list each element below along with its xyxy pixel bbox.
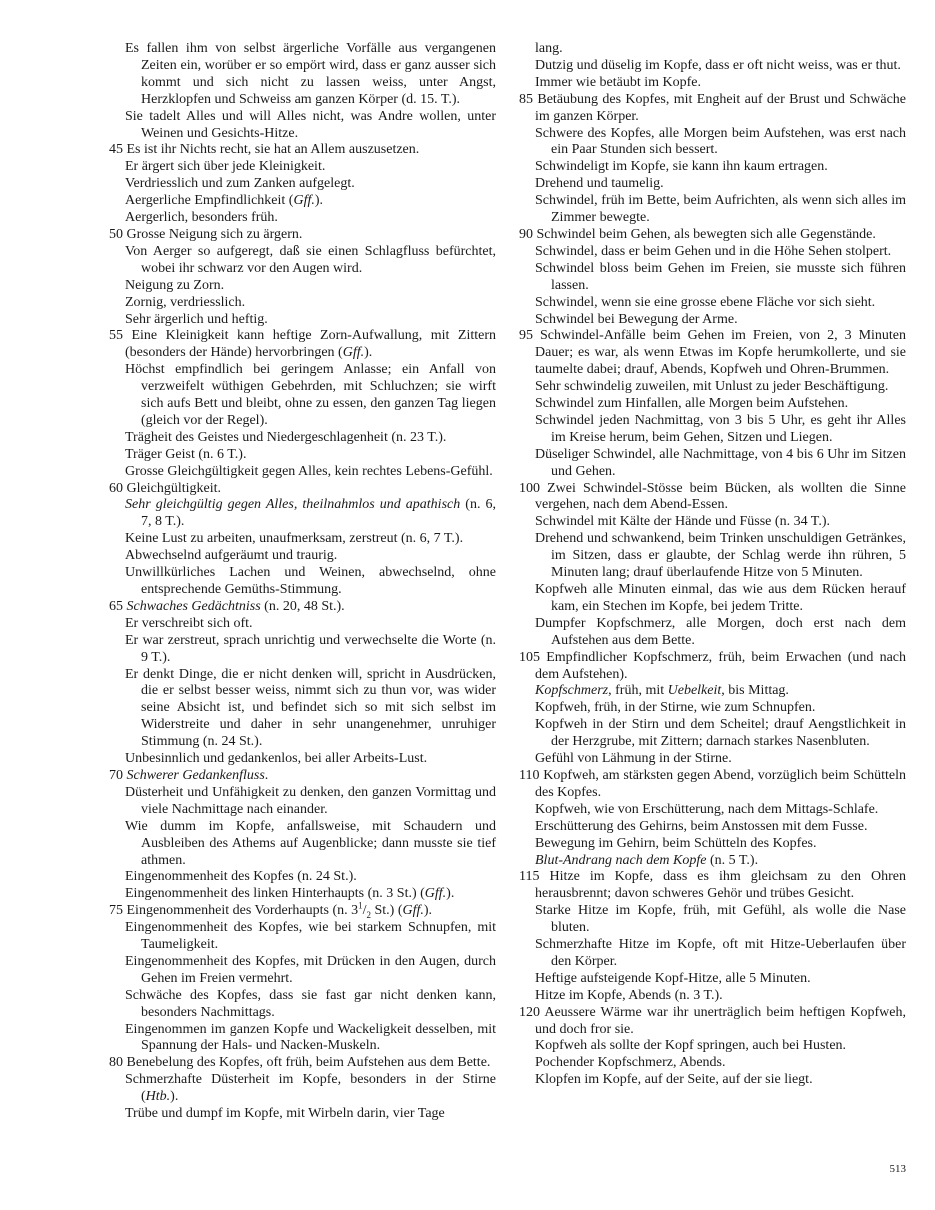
entry-text: Erschütterung des Gehirns, beim Anstossen mit dem Fusse. — [535, 818, 868, 834]
entry-text: Gff. — [402, 903, 424, 919]
numbered-symptom-entry — [109, 1055, 496, 1072]
entry-text: Schwindel jeden Nachmittag, von 3 bis 5 Uhr, es geht ihr Alles im Kreise herum, beim Gehen, Sitzen und Liegen. — [535, 412, 906, 445]
entry-number: 85 — [519, 91, 538, 107]
entry-text: Aergerliche Empfindlichkeit ( — [125, 193, 294, 209]
symptom-entry — [519, 312, 906, 329]
symptom-entry — [519, 903, 906, 937]
entry-text: Schwindel bei Bewegung der Arme. — [535, 311, 738, 327]
symptom-entry — [109, 447, 496, 464]
symptom-entry — [109, 616, 496, 633]
entry-text: Schwere des Kopfes, alle Morgen beim Aufstehen, was erst nach ein Paar Stunden sich bessert. — [535, 125, 906, 158]
entry-text: Von Aerger so aufgeregt, daß sie einen Schlagfluss befürchtet, wobei ihr schwarz vor den Augen wird. — [125, 243, 496, 276]
symptom-entry — [109, 278, 496, 295]
symptom-entry — [109, 362, 496, 430]
numbered-symptom-entry — [109, 768, 496, 785]
entry-text: Sie tadelt Alles und will Alles nicht, was Andre wollen, unter Weinen und Gesichts-Hitze. — [125, 108, 496, 141]
symptom-entry — [519, 295, 906, 312]
entry-text: Schwindel, wenn sie eine grosse ebene Fläche vor sich sieht. — [535, 294, 876, 310]
entry-text: Pochender Kopfschmerz, Abends. — [535, 1055, 726, 1071]
entry-text: Htb. — [145, 1089, 171, 1105]
symptom-entry — [109, 193, 496, 210]
right-column — [519, 41, 906, 1089]
entry-text: Er verschreibt sich oft. — [125, 615, 253, 631]
symptom-entry — [109, 109, 496, 143]
entry-text: Schwerer Gedankenfluss — [126, 767, 265, 783]
entry-text: Dutzig und düselig im Kopfe, dass er oft nicht weiss, was er thut. — [535, 57, 901, 73]
symptom-entry — [519, 988, 906, 1005]
entry-text: Eine Kleinigkeit kann heftige Zorn-Aufwallung, mit Zittern (besonders der Hände) hervorbringen ( — [125, 328, 496, 361]
entry-text: ). — [314, 193, 324, 209]
entry-text: Schwindel, dass er beim Gehen und in die Höhe Sehen stolpert. — [535, 243, 892, 259]
entry-text: Eingenommenheit des Vorderhaupts (n. 3 — [126, 903, 359, 919]
numbered-symptom-entry — [519, 481, 906, 515]
page-number: 513 — [889, 1163, 906, 1175]
entry-text: (n. 5 T.). — [706, 852, 759, 868]
symptom-entry — [519, 159, 906, 176]
entry-text: Eingenommenheit des Kopfes (n. 24 St.). — [125, 869, 357, 885]
symptom-entry — [109, 312, 496, 329]
symptom-entry — [109, 1022, 496, 1056]
symptom-entry — [519, 261, 906, 295]
symptom-entry — [519, 396, 906, 413]
numbered-symptom-entry — [519, 869, 906, 903]
entry-text: Schwäche des Kopfes, dass sie fast gar nicht denken kann, besonders Nachmittags. — [125, 987, 496, 1020]
entry-text: Verdriesslich und zum Zanken aufgelegt. — [125, 176, 355, 192]
symptom-entry — [519, 176, 906, 193]
entry-text: Abwechselnd aufgeräumt und traurig. — [125, 548, 338, 564]
entry-text: / — [362, 903, 367, 919]
symptom-entry — [109, 244, 496, 278]
symptom-entry — [109, 819, 496, 870]
entry-text: Starke Hitze im Kopfe, früh, mit Gefühl, als wolle die Nase bluten. — [535, 903, 906, 936]
symptom-entry — [109, 869, 496, 886]
symptom-entry — [109, 548, 496, 565]
entry-text: Schwindel, früh im Bette, beim Aufrichten, als wenn sich alles im Zimmer bewegte. — [535, 193, 906, 226]
entry-text: , bis Mittag. — [721, 683, 789, 699]
symptom-entry — [519, 75, 906, 92]
entry-text: Grosse Gleichgültigkeit gegen Alles, kein rechtes Lebens-Gefühl. — [125, 463, 493, 479]
entry-text: Klopfen im Kopfe, auf der Seite, auf der sie liegt. — [535, 1072, 813, 1088]
entry-text: Schwindeligt im Kopfe, sie kann ihn kaum ertragen. — [535, 159, 828, 175]
symptom-entry — [109, 41, 496, 109]
entry-number: 80 — [109, 1055, 127, 1071]
symptom-entry — [519, 126, 906, 160]
symptom-entry — [519, 514, 906, 531]
entry-text: Gefühl von Lähmung in der Stirne. — [535, 751, 732, 767]
entry-text: Wie dumm im Kopfe, anfallsweise, mit Schaudern und Ausbleiben des Athems auf Augenblicke; dann musste sie tief athmen. — [125, 818, 496, 868]
entry-text: lang. — [535, 41, 563, 56]
symptom-entry — [109, 531, 496, 548]
entry-text: Träger Geist (n. 6 T.). — [125, 446, 247, 462]
symptom-entry — [519, 58, 906, 75]
entry-text: Grosse Neigung sich zu ärgern. — [126, 226, 303, 242]
entry-text: Schwindel beim Gehen, als bewegten sich alle Gegenstände. — [536, 226, 876, 242]
numbered-symptom-entry — [109, 227, 496, 244]
symptom-entry — [519, 1055, 906, 1072]
entry-text: Eingenommenheit des Kopfes, mit Drücken in den Augen, durch Gehen im Freien vermehrt. — [125, 953, 496, 986]
entry-text: Trägheit des Geistes und Niedergeschlagenheit (n. 23 T.). — [125, 429, 447, 445]
entry-text: Sehr gleichgültig gegen Alles, theilnahmlos und apathisch — [125, 497, 461, 513]
symptom-entry — [109, 430, 496, 447]
entry-text: Drehend und taumelig. — [535, 176, 664, 192]
entry-text: Schwindel bloss beim Gehen im Freien, sie musste sich führen lassen. — [535, 260, 906, 293]
entry-text: ). — [364, 345, 373, 361]
entry-number: 120 — [519, 1004, 545, 1020]
entry-text: Schwindel zum Hinfallen, alle Morgen beim Aufstehen. — [535, 396, 849, 412]
entry-text: Unwillkürliches Lachen und Weinen, abwechselnd, ohne entsprechende Gemüths-Stimmung. — [125, 565, 496, 597]
entry-text: . — [264, 767, 269, 783]
entry-text: Es ist ihr Nichts recht, sie hat an Allem auszusetzen. — [126, 142, 420, 158]
numbered-symptom-entry — [519, 1005, 906, 1039]
entry-text: Er ärgert sich über jede Kleinigkeit. — [125, 159, 326, 175]
entry-text: Kopfweh alle Minuten einmal, das wie aus dem Rücken herauf kam, ein Stechen im Kopfe, bei jedem Tritte. — [535, 582, 906, 614]
entry-text: Höchst empfindlich bei geringem Anlasse; ein Anfall von verzweifelt wüthigen Gebehrden, mit Schluchzen; sie wirft sich aufs Bett und bleibt, ohne zu essen, den ganzen Tag liegen (gleich vor der Regel). — [125, 362, 496, 428]
symptom-entry — [109, 751, 496, 768]
symptom-entry — [519, 41, 906, 58]
symptom-entry — [519, 937, 906, 971]
entry-text: St.) ( — [371, 903, 403, 919]
entry-text: ). — [423, 903, 433, 919]
symptom-entry — [519, 819, 906, 836]
entry-number: 105 — [519, 649, 547, 665]
entry-text: Immer wie betäubt im Kopfe. — [535, 74, 702, 90]
entry-text: Es fallen ihm von selbst ärgerliche Vorfälle aus vergangenen Zeiten ein, worüber er so empört wird, dass er ganz ausser sich kommt und sich nicht zu lassen weiss, unter Angst, Herzklopfen und Schweiss am ganzen Körper (d. 15. T.). — [125, 41, 496, 107]
entry-number: 55 — [109, 328, 132, 344]
symptom-entry — [519, 413, 906, 447]
entry-text: Uebelkeit — [667, 683, 722, 699]
symptom-entry — [519, 1072, 906, 1089]
entry-text: Schwaches Gedächtniss — [126, 598, 261, 614]
entry-text: Kopfweh, früh, in der Stirne, wie zum Schnupfen. — [535, 700, 816, 716]
numbered-symptom-entry — [519, 227, 906, 244]
entry-number: 100 — [519, 480, 548, 496]
entry-text: Düseliger Schwindel, alle Nachmittage, von 4 bis 6 Uhr im Sitzen und Gehen. — [535, 446, 906, 479]
entry-text: Schwindel-Anfälle beim Gehen im Freien, von 2, 3 Minuten Dauer; es war, als wenn Etwas im Kopfe herumkollerte, und sie taumelte dabei; drauf, Abends, Kopfweh und Ohren-Brummen. — [535, 328, 907, 378]
entry-text: 1 — [358, 900, 363, 911]
entry-text: Er denkt Dinge, die er nicht denken will, spricht in Ausdrücken, die er selbst besser weiss, nimmt sich zu thun vor, was wider seine Absicht ist, und befindet sich so mit sich selbst im Widerstreite und daher in sehr unangenehmer, unruhiger Stimmung (n. 24 St.). — [125, 666, 496, 750]
entry-number: 70 — [109, 767, 127, 783]
entry-text: Neigung zu Zorn. — [125, 277, 225, 293]
entry-text: Schmerzhafte Düsterheit im Kopfe, besonders in der Stirne ( — [125, 1072, 496, 1105]
entry-text: Eingenommen im ganzen Kopfe und Wackeligkeit desselben, mit Spannung der Hals- und Nacken-Muskeln. — [125, 1021, 496, 1054]
symptom-entry — [519, 971, 906, 988]
entry-text: Gleichgültigkeit. — [126, 480, 221, 496]
entry-text: Düsterheit und Unfähigkeit zu denken, den ganzen Vormittag und viele Nachmittage nach einander. — [125, 784, 496, 817]
numbered-symptom-entry — [109, 900, 496, 921]
entry-text: Kopfweh in der Stirn und dem Scheitel; drauf Aengstlichkeit in der Herzgrube, mit Zittern; darnach starkes Nasenbluten. — [535, 717, 906, 750]
symptom-entry — [109, 633, 496, 667]
entry-text: Drehend und schwankend, beim Trinken unschuldigen Getränkes, im Sitzen, dass er glaubte, der Schlag werde ihn rühren, 5 Minuten lang; drauf überlaufende Hitze von 5 Minuten. — [535, 531, 906, 581]
entry-text: Eingenommenheit des linken Hinterhaupts (n. 3 St.) ( — [125, 886, 425, 902]
entry-text: Gff. — [424, 886, 447, 902]
entry-number: 50 — [109, 226, 127, 242]
symptom-entry — [109, 920, 496, 954]
entry-text: (n. 6, 7, 8 T.). — [141, 497, 496, 530]
numbered-symptom-entry — [109, 142, 496, 159]
entry-text: Bewegung im Gehirn, beim Schütteln des Kopfes. — [535, 835, 817, 851]
symptom-entry — [519, 447, 906, 481]
symptom-entry — [109, 176, 496, 193]
entry-text: Hitze im Kopfe, dass es ihm gleichsam zu den Ohren herausbrennt; davon schweres Gehör und trübes Gesicht. — [535, 869, 907, 902]
symptom-entry — [109, 988, 496, 1022]
entry-text: Aeussere Wärme war ihr unerträglich beim heftigen Kopfweh, und doch fror sie. — [535, 1004, 906, 1037]
symptom-entry — [519, 853, 906, 870]
entry-number: 60 — [109, 480, 127, 496]
numbered-symptom-entry — [519, 650, 906, 684]
entry-text: Er war zerstreut, sprach unrichtig und verwechselte die Worte (n. 9 T.). — [125, 632, 496, 665]
symptom-entry — [519, 751, 906, 768]
entry-text: Zornig, verdriesslich. — [125, 294, 246, 310]
symptom-entry — [519, 244, 906, 261]
entry-text: Schmerzhafte Hitze im Kopfe, oft mit Hitze-Ueberlaufen über den Körper. — [535, 937, 906, 969]
entry-text: Sehr schwindelig zuweilen, mit Unlust zu jeder Beschäftigung. — [535, 379, 889, 395]
entry-text: Sehr ärgerlich und heftig. — [125, 311, 268, 327]
symptom-entry — [109, 1072, 496, 1106]
entry-number: 110 — [519, 767, 544, 783]
symptom-entry — [519, 1038, 906, 1055]
entry-number: 95 — [519, 328, 540, 344]
symptom-entry — [109, 210, 496, 227]
entry-number: 90 — [519, 226, 537, 242]
symptom-entry — [519, 836, 906, 853]
numbered-symptom-entry — [519, 768, 906, 802]
entry-text: Gff. — [293, 193, 315, 209]
entry-text: Schwindel mit Kälte der Hände und Füsse (n. 34 T.). — [535, 514, 830, 530]
symptom-entry — [109, 1106, 496, 1123]
symptom-entry — [519, 717, 906, 751]
entry-text: 2 — [366, 910, 371, 921]
entry-text: ). — [446, 886, 455, 902]
entry-text: Aergerlich, besonders früh. — [125, 210, 278, 226]
symptom-entry — [109, 464, 496, 481]
entry-text: Zwei Schwindel-Stösse beim Bücken, als wollten die Sinne vergehen, nach dem Abend-Essen. — [535, 480, 906, 513]
entry-text: Kopfweh, wie von Erschütterung, nach dem Mittags-Schlafe. — [535, 801, 879, 817]
entry-number: 75 — [109, 903, 127, 919]
entry-text: Trübe und dumpf im Kopfe, mit Wirbeln darin, vier Tage — [125, 1106, 445, 1122]
entry-text: (n. 20, 48 St.). — [260, 598, 345, 614]
symptom-entry — [519, 531, 906, 582]
entry-number: 45 — [109, 142, 127, 158]
entry-text: Keine Lust zu arbeiten, unaufmerksam, zerstreut (n. 6, 7 T.). — [125, 531, 464, 547]
entry-number: 65 — [109, 598, 127, 614]
numbered-symptom-entry — [109, 328, 496, 362]
entry-text: Unbesinnlich und gedankenlos, bei aller Arbeits-Lust. — [125, 751, 428, 767]
entry-text: Blut-Andrang nach dem Kopfe — [535, 852, 707, 868]
entry-text: Betäubung des Kopfes, mit Engheit auf der Brust und Schwäche im ganzen Körper. — [535, 91, 907, 124]
symptom-entry — [519, 616, 906, 650]
symptom-entry — [109, 565, 496, 599]
numbered-symptom-entry — [109, 481, 496, 498]
symptom-entry — [109, 785, 496, 819]
symptom-entry — [109, 667, 496, 752]
symptom-entry — [519, 582, 906, 616]
numbered-symptom-entry — [109, 599, 496, 616]
symptom-entry — [519, 683, 906, 700]
symptom-entry — [519, 193, 906, 227]
entry-text: Empfindlicher Kopfschmerz, früh, beim Erwachen (und nach dem Aufstehen). — [535, 649, 907, 682]
symptom-entry — [109, 954, 496, 988]
entry-text: Kopfschmerz — [535, 683, 609, 699]
entry-text: ). — [170, 1089, 179, 1105]
entry-text: Dumpfer Kopfschmerz, alle Morgen, doch erst nach dem Aufstehen aus dem Bette. — [535, 615, 906, 648]
entry-text: Kopfweh, am stärksten gegen Abend, vorzüglich beim Schütteln des Kopfes. — [535, 767, 906, 800]
symptom-entry — [109, 497, 496, 531]
symptom-entry — [109, 159, 496, 176]
symptom-entry — [519, 802, 906, 819]
symptom-entry — [519, 700, 906, 717]
entry-text: , früh, mit — [608, 683, 668, 699]
entry-text: Kopfweh als sollte der Kopf springen, auch bei Husten. — [535, 1038, 847, 1054]
left-column — [109, 41, 496, 1123]
numbered-symptom-entry — [519, 92, 906, 126]
entry-text: Heftige aufsteigende Kopf-Hitze, alle 5 Minuten. — [535, 970, 811, 986]
symptom-entry — [109, 295, 496, 312]
entry-text: Gff. — [342, 345, 365, 361]
symptom-entry — [519, 379, 906, 396]
entry-text: Eingenommenheit des Kopfes, wie bei starkem Schnupfen, mit Taumeligkeit. — [125, 920, 496, 953]
entry-text: Hitze im Kopfe, Abends (n. 3 T.). — [535, 987, 723, 1003]
entry-text: Benebelung des Kopfes, oft früh, beim Aufstehen aus dem Bette. — [126, 1055, 491, 1071]
numbered-symptom-entry — [519, 328, 906, 379]
entry-number: 115 — [519, 869, 550, 885]
symptom-entry — [109, 886, 496, 903]
